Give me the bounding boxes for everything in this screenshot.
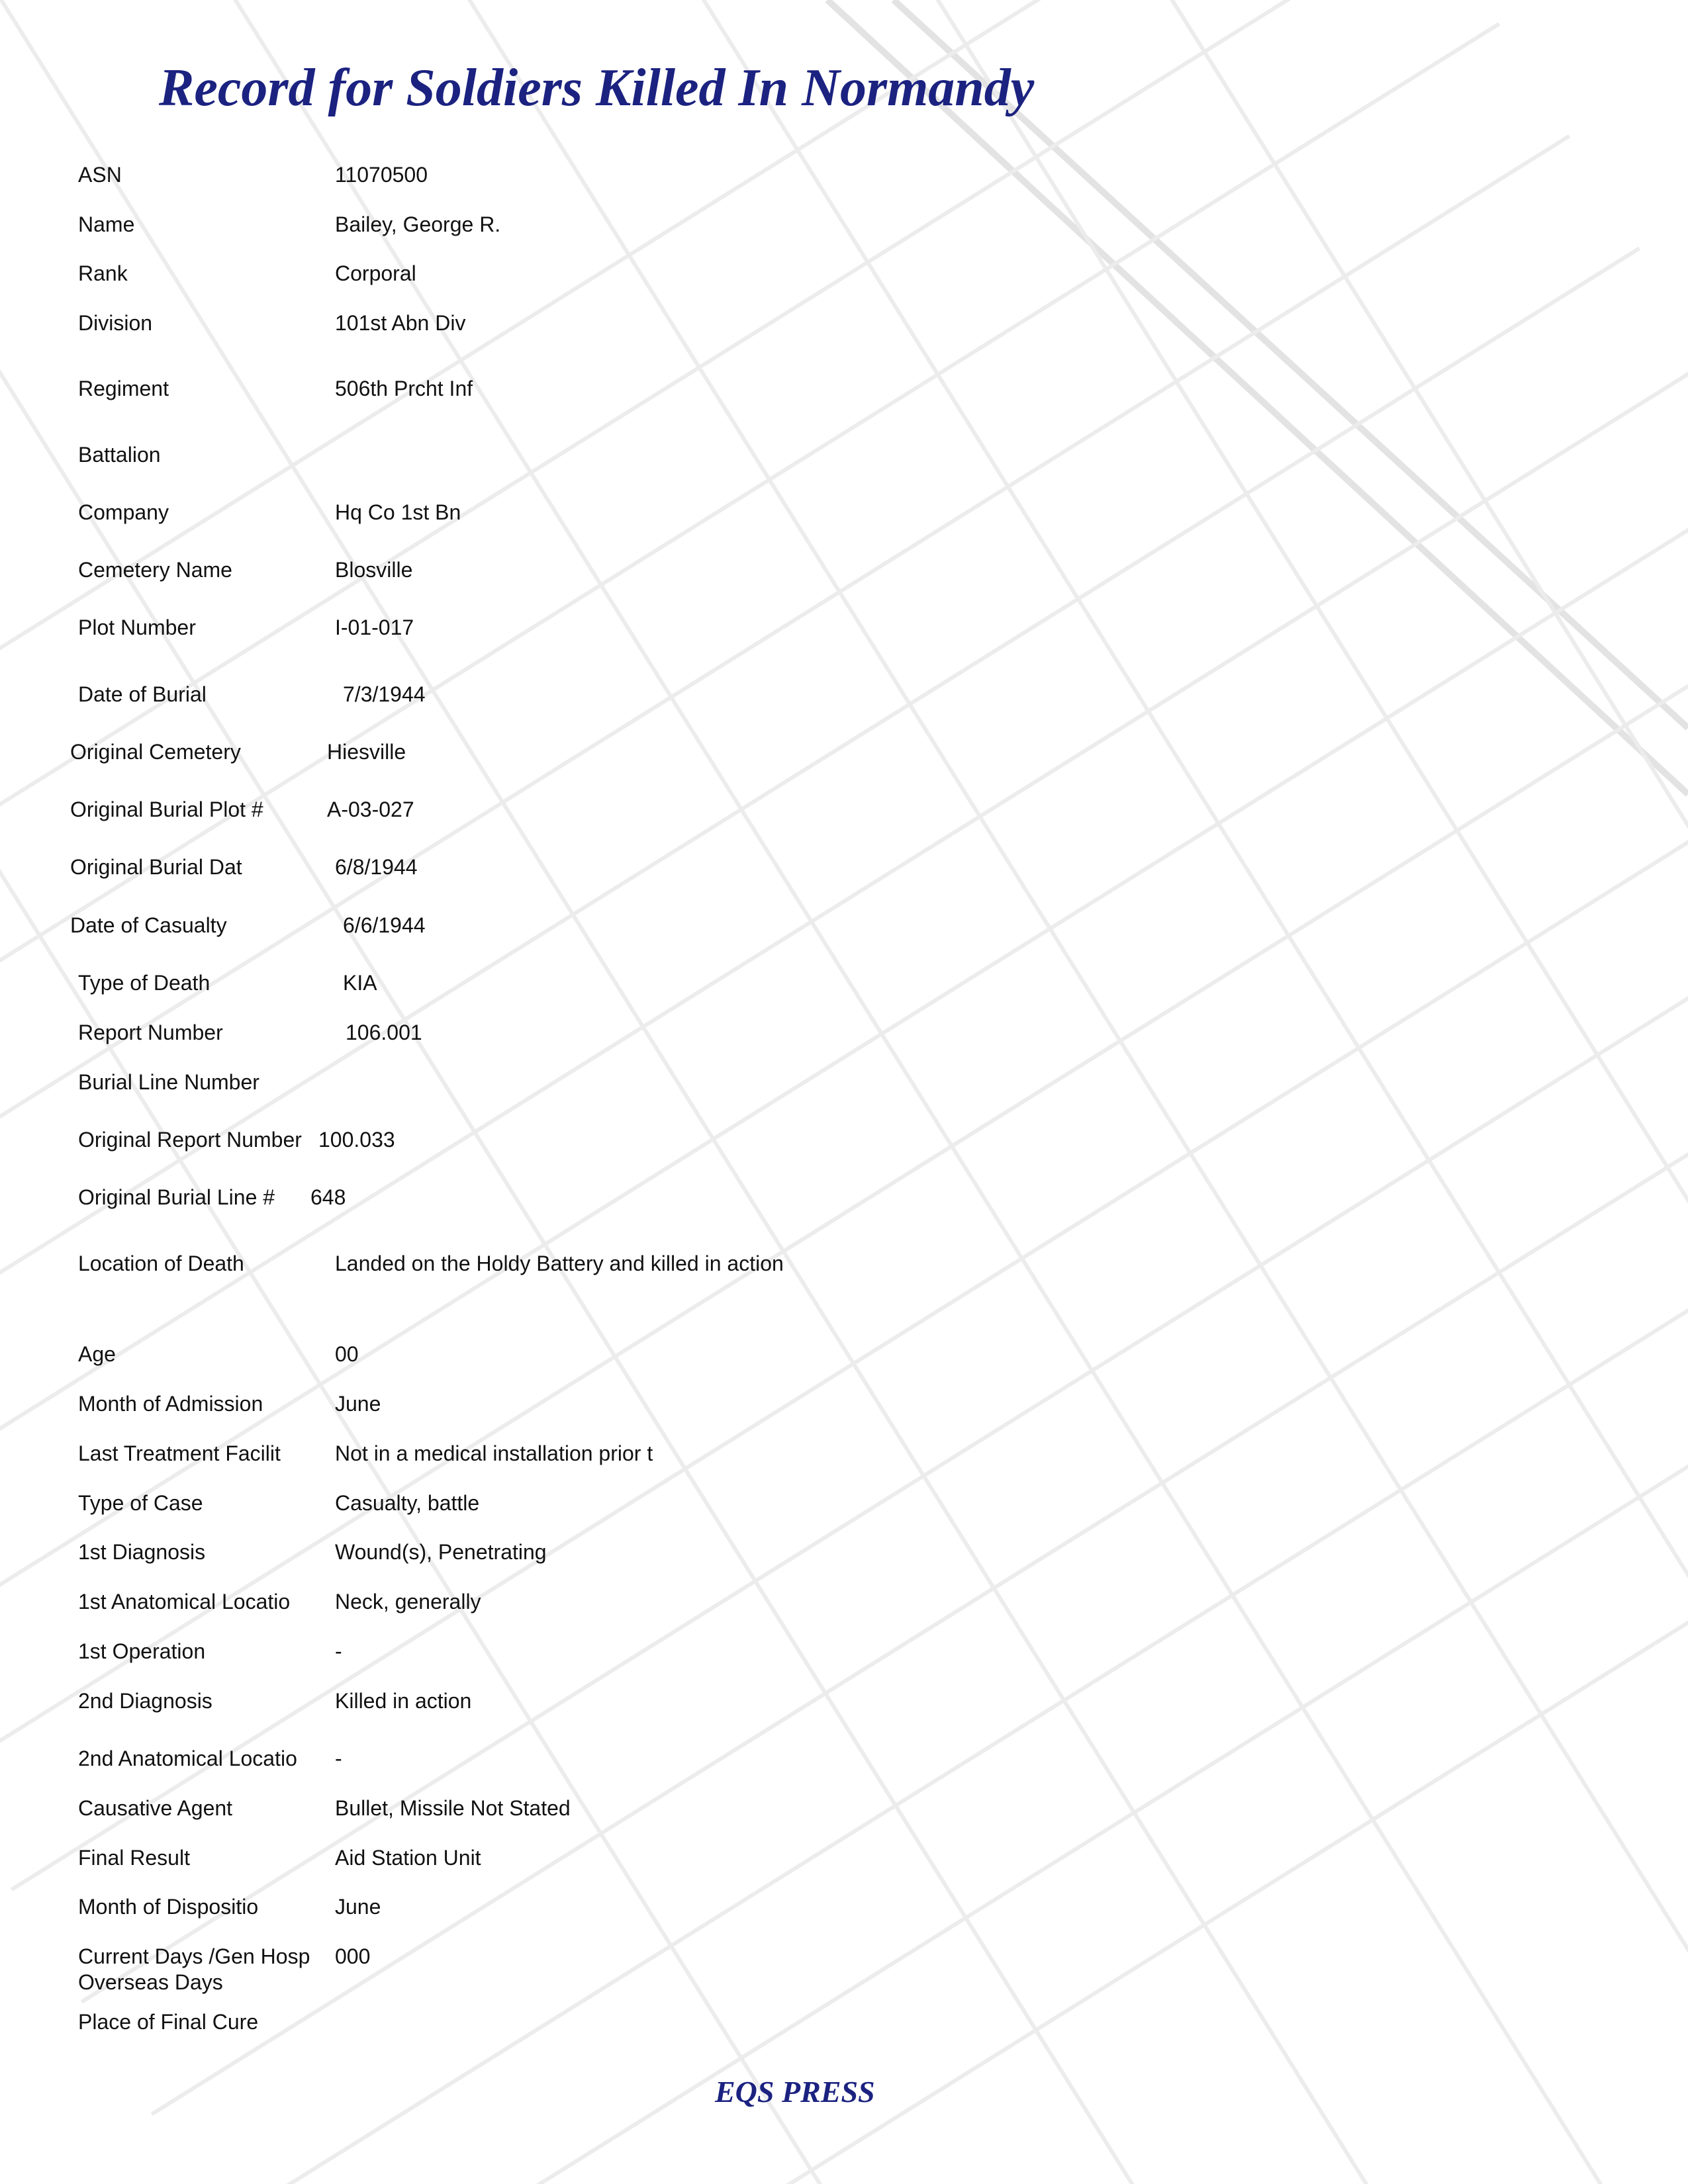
field-value: 6/6/1944 (343, 913, 426, 937)
field-label: Date of Burial (78, 682, 207, 706)
field-label: Month of Dispositio (78, 1895, 259, 1919)
field-label: Original Report Number (78, 1128, 302, 1152)
field-label: Original Burial Line # (78, 1185, 275, 1209)
field-label: 1st Operation (78, 1639, 206, 1663)
field-value: I-01-017 (335, 615, 414, 639)
field-label: Type of Case (78, 1491, 203, 1515)
field-label: 1st Anatomical Locatio (78, 1590, 291, 1614)
field-value: 000 (335, 1944, 371, 1968)
field-label: Causative Agent (78, 1796, 233, 1820)
field-label: Final Result (78, 1846, 190, 1870)
field-value: 00 (335, 1342, 359, 1366)
field-label: 2nd Anatomical Locatio (78, 1747, 297, 1770)
field-value: Neck, generally (335, 1590, 481, 1614)
field-value: June (335, 1895, 381, 1919)
field-label: Original Burial Dat (70, 855, 242, 879)
field-value: Landed on the Holdy Battery and killed in action (335, 1251, 784, 1275)
field-label: 2nd Diagnosis (78, 1689, 212, 1713)
field-value: - (335, 1639, 342, 1663)
field-value: 100.033 (318, 1128, 395, 1152)
field-value: Bailey, George R. (335, 212, 501, 236)
field-value: KIA (343, 971, 377, 995)
field-value: 11070500 (335, 163, 428, 187)
field-value: A-03-027 (327, 797, 414, 821)
field-label: Place of Final Cure (78, 2010, 259, 2034)
field-label: Current Days /Gen Hosp (78, 1944, 310, 1968)
field-value: 106.001 (346, 1021, 422, 1044)
field-value: Casualty, battle (335, 1491, 480, 1515)
field-label: Age (78, 1342, 116, 1366)
field-value: Bullet, Missile Not Stated (335, 1796, 571, 1820)
field-label: Overseas Days (78, 1970, 223, 1994)
field-label: Regiment (78, 377, 169, 400)
field-value: Hq Co 1st Bn (335, 500, 461, 524)
field-label: Date of Casualty (70, 913, 227, 937)
field-value: Killed in action (335, 1689, 472, 1713)
field-label: Division (78, 311, 153, 335)
field-label: Rank (78, 261, 128, 285)
field-label: Report Number (78, 1021, 223, 1044)
footer-publisher: EQS PRESS (715, 2075, 875, 2109)
field-value: Aid Station Unit (335, 1846, 481, 1870)
field-value: Corporal (335, 261, 416, 285)
field-value: 648 (310, 1185, 346, 1209)
field-value: - (335, 1747, 342, 1770)
field-label: ASN (78, 163, 122, 187)
field-value: Blosville (335, 558, 413, 582)
field-label: Name (78, 212, 135, 236)
field-value: 7/3/1944 (343, 682, 426, 706)
field-label: Last Treatment Facilit (78, 1441, 281, 1465)
field-value: 506th Prcht Inf (335, 377, 473, 400)
field-label: Cemetery Name (78, 558, 232, 582)
field-value: Wound(s), Penetrating (335, 1540, 547, 1564)
field-label: Original Cemetery (70, 740, 241, 764)
field-label: Plot Number (78, 615, 196, 639)
field-value: Not in a medical installation prior t (335, 1441, 653, 1465)
field-label: Battalion (78, 443, 161, 467)
field-value: Hiesville (327, 740, 406, 764)
field-value: 6/8/1944 (335, 855, 418, 879)
field-label: Burial Line Number (78, 1070, 259, 1094)
field-label: 1st Diagnosis (78, 1540, 206, 1564)
field-label: Month of Admission (78, 1392, 263, 1416)
field-label: Location of Death (78, 1251, 244, 1275)
page-title: Record for Soldiers Killed In Normandy (159, 59, 1035, 117)
field-value: June (335, 1392, 381, 1416)
field-label: Type of Death (78, 971, 211, 995)
field-label: Company (78, 500, 169, 524)
field-label: Original Burial Plot # (70, 797, 263, 821)
field-value: 101st Abn Div (335, 311, 466, 335)
